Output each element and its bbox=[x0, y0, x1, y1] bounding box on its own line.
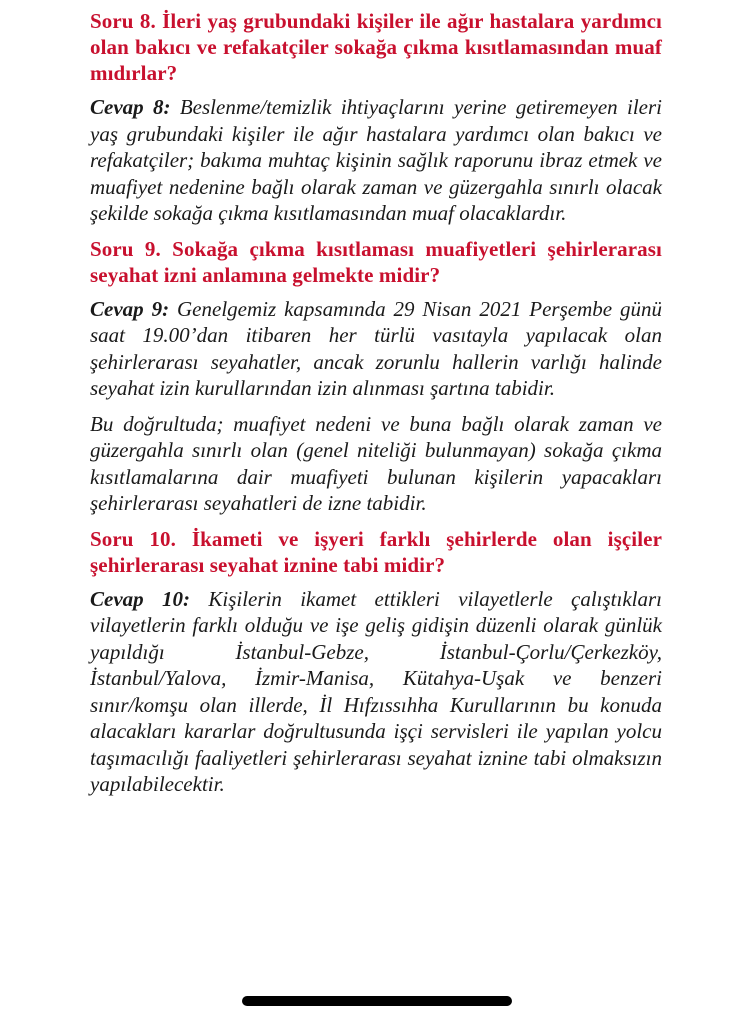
answer-8-label: Cevap 8: bbox=[90, 95, 171, 119]
answer-9-paragraph-2: Bu doğrultuda; muafiyet nedeni ve buna bağlı olarak zaman ve güzergahla sınırlı olan (genel niteliği bulunmayan) sokağa çıkma kısıtlamalarına dair muafiyeti bulunan kişilerin yapacakları şehirlerarası seyahatleri de izne tabidir. bbox=[90, 411, 662, 515]
home-indicator[interactable] bbox=[242, 996, 512, 1006]
document-body bbox=[90, 8, 662, 807]
answer-10 bbox=[90, 586, 662, 798]
question-8: Soru 8. İleri yaş grubundaki kişiler ile ağır hastalara yardımcı olan bakıcı ve refakatçiler sokağa çıkma kısıtlamasından muaf mıdırlar? bbox=[90, 9, 662, 85]
answer-10-label: Cevap 10: bbox=[90, 586, 190, 611]
answer-10-text: Kişilerin ikamet ettikleri vilayetlerle çalıştıkları vilayetlerin farklı olduğu ve işe geliş gidişin düzenli olarak günlük yapıldığı İstanbul-Gebze, İstanbul-Çorlu/Çerkezköy, İstanbul/Yalova, İzmir-Manisa, Kütahya-Uşak ve benzeri sınır/komşu olan illerde, İl Hıfzıssıhha Kurullarının bu konuda alacakları kararlar doğrultusunda işçi servisleri ile yapılan yolcu taşımacılığı faaliyetleri şehirlerarası seyahat iznine tabi olmaksızın yapılabilecektir. bbox=[90, 586, 662, 796]
question-9: Soru 9. Sokağa çıkma kısıtlaması muafiyetleri şehirlerarası seyahat izni anlamına gelmekte midir? bbox=[90, 236, 662, 287]
answer-9 bbox=[90, 296, 662, 402]
answer-8 bbox=[90, 94, 662, 227]
answer-9-label: Cevap 9: bbox=[90, 296, 170, 321]
answer-9-text: Genelgemiz kapsamında 29 Nisan 2021 Perşembe günü saat 19.00’dan itibaren her türlü vasıtayla yapılacak olan şehirlerarası seyahatler, ancak zorunlu hallerin varlığı halinde seyahat izin kurullarından izin alınması şartına tabidir. bbox=[90, 296, 663, 400]
question-10: Soru 10. İkameti ve işyeri farklı şehirlerde olan işçiler şehirlerarası seyahat iznine tabi midir? bbox=[90, 526, 662, 577]
answer-8-text: Beslenme/temizlik ihtiyaçlarını yerine getiremeyen ileri yaş grubundaki kişiler ile ağır hastalara yardımcı olan bakıcı ve refakatçiler; bakıma muhtaç kişinin sağlık raporunu ibraz etmek ve muafiyet nedenine bağlı olarak zaman ve güzergahla sınırlı olacak şekilde sokağa çıkma kısıtlamasından muaf olacaklardır. bbox=[90, 95, 662, 225]
